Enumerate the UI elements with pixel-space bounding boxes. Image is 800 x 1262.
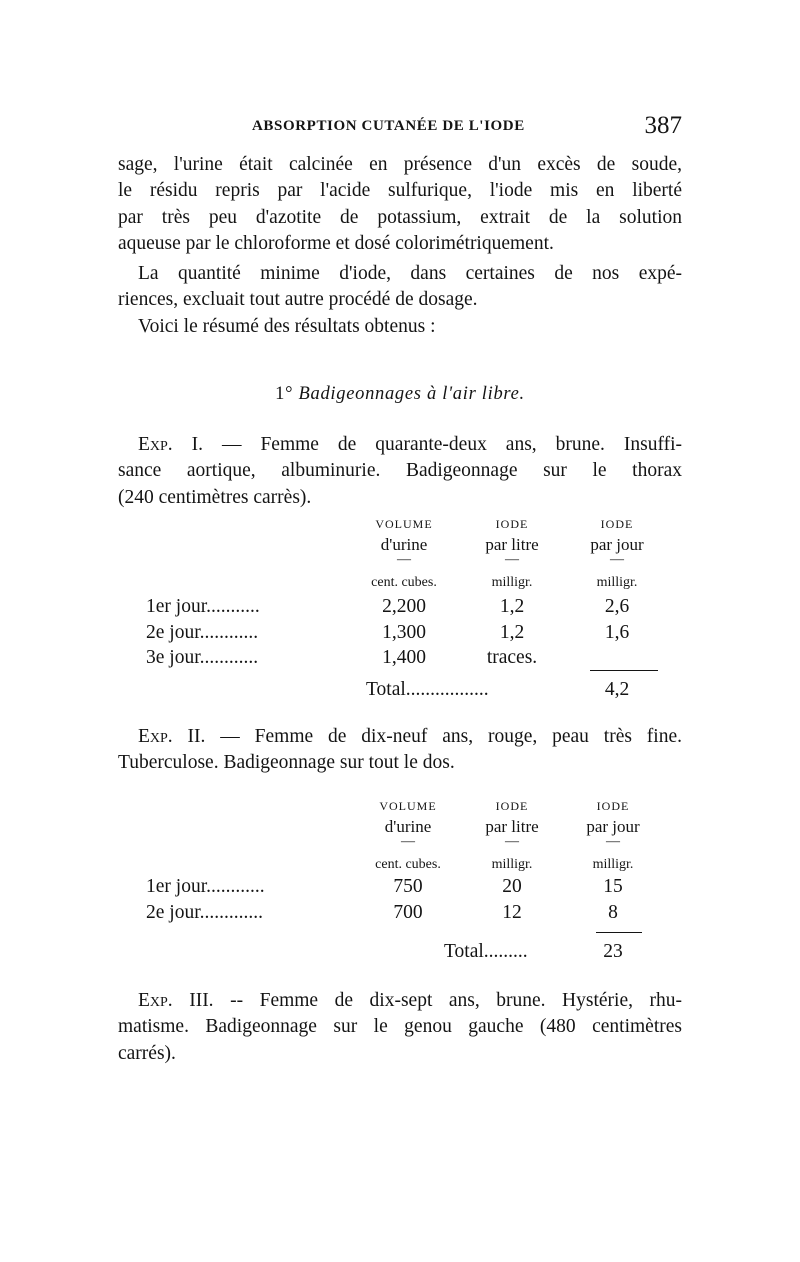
text-line <box>118 988 682 1014</box>
text-line: matisme. Badigeonnage sur le genou gauche (480 centimètres <box>118 1016 682 1038</box>
column-title: IODE <box>596 799 630 813</box>
unit-label: milligr. <box>491 857 533 872</box>
column-title: IODE <box>495 517 529 531</box>
cell-iode-litre: 12 <box>502 902 522 923</box>
column-dash: — <box>401 834 415 849</box>
exp-label: Exp. III. <box>138 990 214 1011</box>
column-dash: — <box>505 552 519 567</box>
column-dash: — <box>505 834 519 849</box>
exp-text: — Femme de quarante-deux ans, brune. Insuffi- <box>222 434 682 455</box>
text-line: le résidu repris par l'acide sulfurique, l'iode mis en liberté <box>118 180 682 202</box>
exp-label: Exp. I. <box>138 434 204 455</box>
total-value: 23 <box>603 941 623 962</box>
column-dash: — <box>397 552 411 567</box>
cell-volume: 1,400 <box>382 647 426 668</box>
text-line: (240 centimètres carrès). <box>118 486 312 508</box>
paragraph-quantity <box>118 261 682 314</box>
text-line: riences, excluait tout autre procédé de dosage. <box>118 289 478 311</box>
column-subtitle: d'urine <box>384 817 432 836</box>
exp2-description <box>118 724 682 777</box>
column-subtitle: par litre <box>485 535 539 554</box>
cell-iode-jour: 8 <box>608 902 618 923</box>
row-label: 2e jour............ <box>146 622 259 643</box>
section-title: Badigeonnages à l'air libre. <box>298 384 525 404</box>
text-line: aqueuse par le chloroforme et dosé colorimétriquement. <box>118 232 554 254</box>
column-title: VOLUME <box>375 517 433 531</box>
exp-text: -- Femme de dix-sept ans, brune. Hystérie, rhu- <box>230 990 682 1011</box>
column-header <box>570 518 664 567</box>
text-line: Tuberculose. Badigeonnage sur tout le dos. <box>118 752 455 774</box>
unit-label: milligr. <box>596 575 638 590</box>
column-title: IODE <box>600 517 634 531</box>
exp-text: — Femme de dix-neuf ans, rouge, peau très fine. <box>220 726 683 747</box>
column-subtitle: par jour <box>590 535 644 554</box>
column-header <box>356 800 460 849</box>
exp3-description <box>118 988 682 1067</box>
column-subtitle: par litre <box>485 817 539 836</box>
text-line: carrés). <box>118 1042 176 1064</box>
text-line <box>118 432 682 458</box>
cell-volume: 1,300 <box>382 622 426 643</box>
section-number: 1° <box>275 384 294 404</box>
cell-volume: 700 <box>393 902 423 923</box>
column-subtitle: par jour <box>586 817 640 836</box>
cell-iode-jour: 2,6 <box>604 596 630 617</box>
total-label: Total......... <box>444 941 528 962</box>
exp1-description <box>118 432 682 511</box>
text-line: sage, l'urine était calcinée en présence d'un excès de soude, <box>118 154 682 175</box>
cell-volume: 750 <box>393 876 423 897</box>
column-header <box>462 800 562 849</box>
unit-label: milligr. <box>592 857 634 872</box>
text-line <box>118 724 682 750</box>
cell-iode-litre: traces. <box>486 647 538 668</box>
cell-iode-litre: 1,2 <box>499 596 525 617</box>
cell-iode-litre: 20 <box>502 876 522 897</box>
column-header <box>352 518 456 567</box>
sum-rule <box>596 932 642 933</box>
column-header <box>566 800 660 849</box>
cell-iode-jour: 15 <box>603 876 623 897</box>
text-line: sance aortique, albuminurie. Badigeonnage sur le thorax <box>118 460 682 482</box>
cell-iode-jour: 1,6 <box>604 622 630 643</box>
unit-label: cent. cubes. <box>375 857 441 872</box>
text-line: Voici le résumé des résultats obtenus : <box>138 316 436 337</box>
total-value: 4,2 <box>604 679 630 700</box>
exp-label: Exp. II. <box>138 726 206 747</box>
section-heading <box>118 384 682 405</box>
sum-rule <box>590 670 658 671</box>
column-title: IODE <box>495 799 529 813</box>
text-line: La quantité minime d'iode, dans certaines de nos expé- <box>138 263 682 284</box>
cell-volume: 2,200 <box>382 596 426 617</box>
text-line: par très peu d'azotite de potassium, extrait de la solution <box>118 206 682 228</box>
column-title: VOLUME <box>379 799 437 813</box>
column-header <box>462 518 562 567</box>
column-subtitle: d'urine <box>380 535 428 554</box>
column-dash: — <box>606 834 620 849</box>
row-label: 3e jour............ <box>146 647 259 668</box>
paragraph-method <box>118 152 682 257</box>
row-label: 2e jour............. <box>146 902 263 923</box>
page-header <box>118 114 682 144</box>
row-label: 1er jour............ <box>146 876 265 897</box>
unit-label: cent. cubes. <box>371 575 437 590</box>
cell-iode-litre: 1,2 <box>499 622 525 643</box>
unit-label: milligr. <box>491 575 533 590</box>
row-label: 1er jour........... <box>146 596 260 617</box>
page-number: 387 <box>644 112 682 139</box>
running-title: ABSORPTION CUTANÉE DE L'IODE <box>252 118 525 134</box>
column-dash: — <box>610 552 624 567</box>
total-label: Total................. <box>366 679 489 700</box>
paragraph-summary <box>118 314 682 340</box>
